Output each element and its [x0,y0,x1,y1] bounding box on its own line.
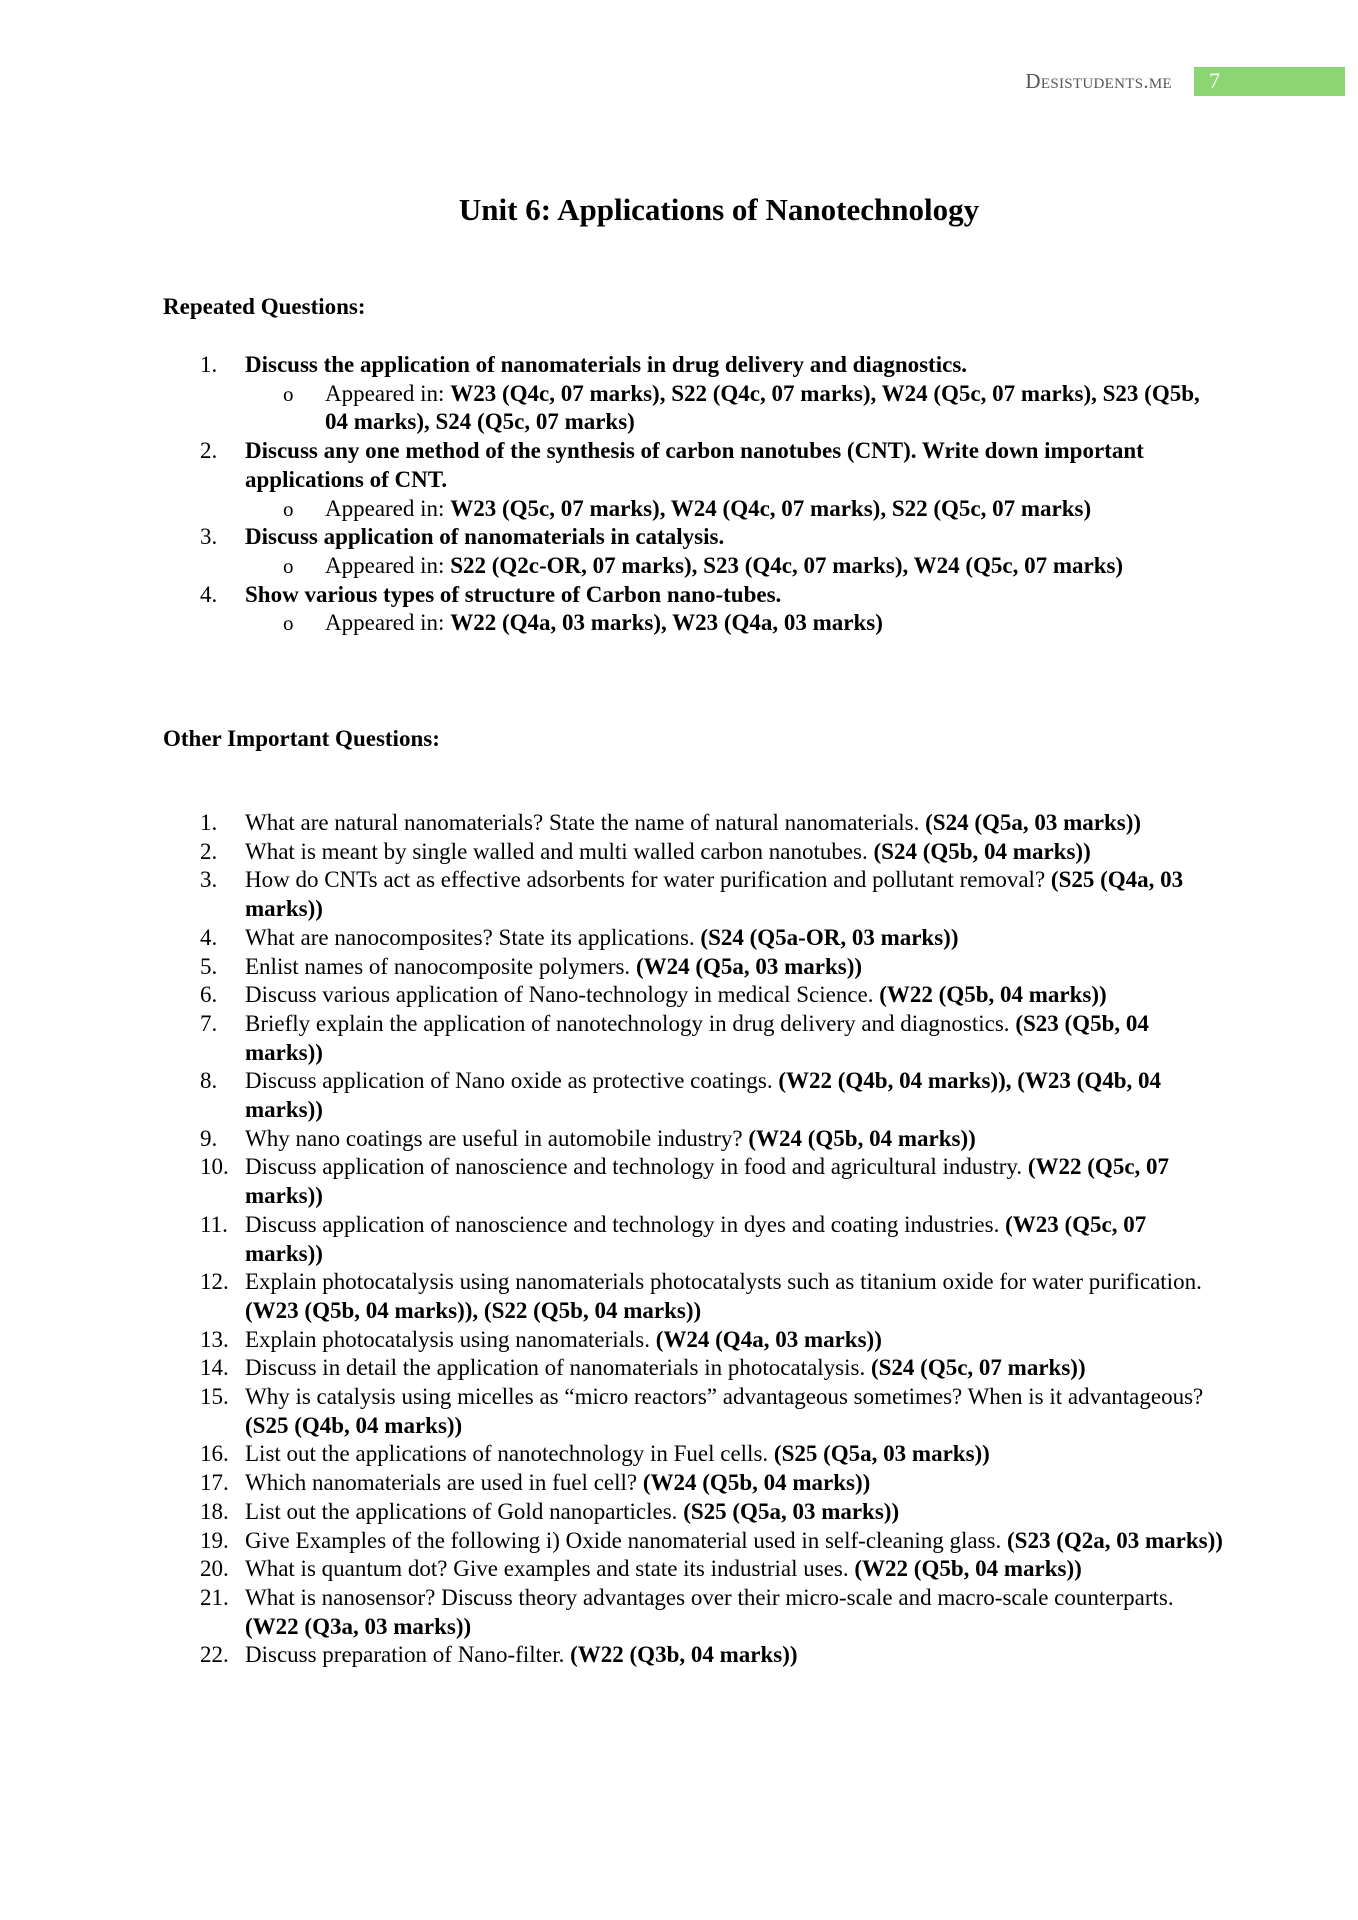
question-text: Discuss the application of nanomaterials in drug delivery and diagnostics. [245,352,968,377]
exam-reference: (W24 (Q5a, 03 marks)) [635,953,863,979]
appeared-refs: W22 (Q4a, 03 marks), W23 (Q4a, 03 marks) [450,610,883,636]
question-text: How do CNTs act as effective adsorbents for water purification and pollutant removal? [245,867,1051,893]
question-number: 18. [200,1498,229,1524]
exam-reference: (S25 (Q5a, 03 marks)) [773,1441,990,1467]
question-number: 21. [200,1584,229,1610]
question-number: 12. [200,1269,229,1295]
question-text: What is nanosensor? Discuss theory advantages over their micro-scale and macro-scale counterparts. [245,1584,1174,1610]
repeated-questions-list [163,351,1223,638]
appeared-label: Appeared in: [325,552,451,578]
question-text: Give Examples of the following i) Oxide nanomaterial used in self-cleaning glass. [245,1527,1007,1553]
other-question [163,1067,1223,1124]
repeated-question [163,351,1223,380]
question-number: 13. [200,1326,229,1352]
other-question [163,1010,1223,1067]
question-text: Discuss in detail the application of nanomaterials in photocatalysis. [245,1355,871,1381]
page-number-badge [1194,67,1345,96]
appeared-refs: W23 (Q5c, 07 marks), W24 (Q4c, 07 marks), S22 (Q5c, 07 marks) [450,495,1092,521]
other-question [163,1211,1223,1268]
question-text: Explain photocatalysis using nanomaterials. [245,1326,656,1352]
other-question [163,1555,1223,1584]
other-question [163,1641,1223,1670]
exam-reference: (W22 (Q4b, 04 marks)), (W23 (Q4b, 04 marks)) [245,1068,1162,1123]
other-question [163,1125,1223,1154]
exam-reference: (S24 (Q5a, 03 marks)) [925,810,1142,835]
exam-reference: (W22 (Q5b, 04 marks)) [854,1556,1082,1582]
other-question [163,1354,1223,1383]
question-text: Why is catalysis using micelles as “micro reactors” advantageous sometimes? When is it advantageous? [245,1384,1204,1410]
other-question [163,1498,1223,1527]
question-number: 16. [200,1441,229,1467]
exam-reference: (W24 (Q5b, 04 marks)) [642,1470,871,1496]
exam-reference: (W24 (Q4a, 03 marks)) [655,1326,882,1352]
page-title: Unit 6: Applications of Nanotechnology [458,192,980,227]
question-text: List out the applications of nanotechnology in Fuel cells. [245,1441,774,1467]
exam-reference: (S25 (Q4a, 03 marks)) [245,867,1184,922]
question-number: 17. [200,1470,229,1496]
question-text: Discuss any one method of the synthesis of carbon nanotubes (CNT). Write down important applications of CNT. [245,438,1144,492]
question-text: Why nano coatings are useful in automobile industry? [245,1125,749,1151]
repeated-question [163,523,1223,552]
exam-reference: (S24 (Q5a-OR, 03 marks)) [700,924,959,950]
appeared-refs: S22 (Q2c-OR, 07 marks), S23 (Q4c, 07 marks), W24 (Q5c, 07 marks) [450,552,1124,578]
question-number: 2. [200,438,218,464]
question-text: Discuss application of nanoscience and technology in dyes and coating industries. [245,1211,1006,1237]
other-question [163,924,1223,953]
exam-reference: (W22 (Q3b, 04 marks)) [570,1642,798,1668]
appeared-label: Appeared in: [325,610,451,636]
question-number: 3. [200,867,218,893]
other-questions-heading: Other Important Questions: [163,726,440,751]
question-text: Discuss preparation of Nano-filter. [245,1642,571,1668]
question-number: 5. [200,953,218,979]
question-text: Enlist names of nanocomposite polymers. [245,953,636,979]
exam-reference: (W23 (Q5c, 07 marks)) [245,1211,1147,1266]
question-number: 20. [200,1556,229,1582]
other-question [163,1383,1223,1440]
exam-reference: (W24 (Q5b, 04 marks)) [748,1125,976,1151]
question-number: 2. [200,838,218,864]
appeared-label: Appeared in: [325,495,451,521]
hollow-bullet-icon: o [283,553,294,578]
question-text: List out the applications of Gold nanoparticles. [245,1498,684,1524]
question-text: Discuss application of nanoscience and technology in food and agricultural industry. [245,1154,1028,1180]
question-number: 10. [200,1154,229,1180]
question-number: 7. [200,1010,218,1036]
question-number: 3. [200,524,218,550]
other-question [163,1440,1223,1469]
other-questions-list [163,809,1223,1670]
question-number: 9. [200,1125,218,1151]
question-text: Discuss application of nanomaterials in catalysis. [245,524,725,550]
page-number: 7 [1209,68,1220,93]
exam-reference: (W22 (Q3a, 03 marks)) [245,1613,472,1639]
exam-reference: (W22 (Q5c, 07 marks)) [245,1154,1170,1209]
question-number: 22. [200,1642,229,1668]
other-question [163,866,1223,923]
question-text: What is meant by single walled and multi walled carbon nanotubes. [245,838,874,864]
other-question [163,1153,1223,1210]
question-number: 1. [200,810,218,835]
question-number: 19. [200,1527,229,1553]
appeared-label: Appeared in: [325,380,451,406]
question-number: 11. [200,1211,228,1237]
question-number: 4. [200,581,218,607]
other-question [163,1268,1223,1325]
question-text: Show various types of structure of Carbon nano-tubes. [245,581,782,607]
question-number: 15. [200,1384,229,1410]
question-number: 1. [200,352,218,377]
question-text: Explain photocatalysis using nanomaterials photocatalysts such as titanium oxide for water purification. [245,1269,1202,1295]
question-text: What are nanocomposites? State its applications. [245,924,701,950]
other-question [163,953,1223,982]
exam-reference: (S23 (Q5b, 04 marks)) [245,1010,1149,1065]
question-text: Which nanomaterials are used in fuel cell? [245,1470,643,1496]
appeared-in-line [163,380,1223,437]
exam-reference: (S24 (Q5c, 07 marks)) [870,1355,1086,1381]
appeared-in-line [163,495,1223,524]
question-text: Discuss various application of Nano-technology in medical Science. [245,982,880,1008]
exam-reference: (S25 (Q4b, 04 marks)) [245,1412,463,1438]
question-text: What are natural nanomaterials? State the name of natural nanomaterials. [245,810,926,835]
appeared-in-line [163,609,1223,638]
other-question [163,1469,1223,1498]
question-number: 8. [200,1068,218,1094]
other-question [163,1527,1223,1556]
repeated-question [163,581,1223,610]
question-text: Discuss application of Nano oxide as protective coatings. [245,1068,779,1094]
hollow-bullet-icon: o [283,611,294,636]
other-question [163,1584,1223,1641]
repeated-questions-heading: Repeated Questions: [163,294,366,319]
question-number: 14. [200,1355,229,1381]
site-name: Desistudents.me [1025,69,1172,93]
exam-reference: (W22 (Q5b, 04 marks)) [879,982,1107,1008]
appeared-in-line [163,552,1223,581]
question-text: Briefly explain the application of nanotechnology in drug delivery and diagnostics. [245,1010,1016,1036]
page-header [0,67,1358,97]
hollow-bullet-icon: o [283,496,294,521]
repeated-question [163,437,1223,494]
exam-reference: (S23 (Q2a, 03 marks)) [1007,1527,1223,1553]
exam-reference: (S24 (Q5b, 04 marks)) [873,838,1091,864]
other-question [163,838,1223,867]
other-question [163,809,1223,838]
exam-reference: (W23 (Q5b, 04 marks)), (S22 (Q5b, 04 marks)) [245,1297,702,1323]
exam-reference: (S25 (Q5a, 03 marks)) [683,1498,900,1524]
appeared-refs: W23 (Q4c, 07 marks), S22 (Q4c, 07 marks), W24 (Q5c, 07 marks), S23 (Q5b, 04 marks), S24 (Q5c, 07 marks) [325,380,1200,435]
other-question [163,981,1223,1010]
question-number: 6. [200,982,218,1008]
hollow-bullet-icon: o [283,381,294,406]
other-question [163,1326,1223,1355]
question-number: 4. [200,924,218,950]
question-text: What is quantum dot? Give examples and state its industrial uses. [245,1556,855,1582]
